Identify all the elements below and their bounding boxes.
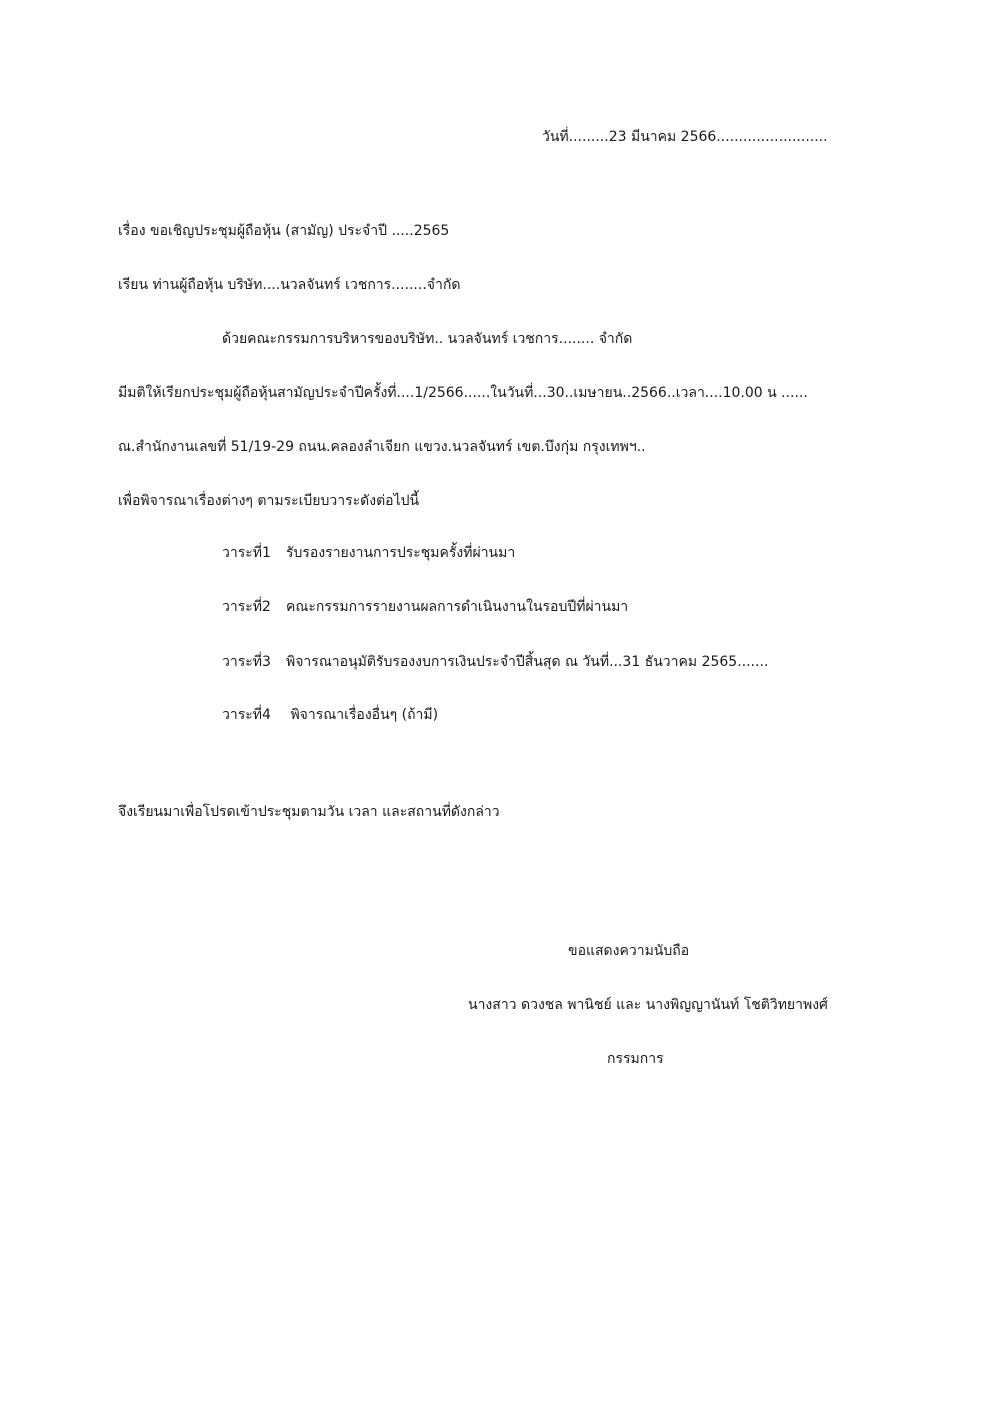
agenda-item: [222, 544, 515, 562]
agenda-item-text: พิจารณาอนุมัติรับรองงบการเงินประจำปีสิ้นสุด ณ วันที่...31 ธันวาคม 2565.......: [286, 654, 769, 670]
agenda-item-label: วาระที่4: [222, 707, 271, 723]
letter-addressee: เรียน ท่านผู้ถือหุ้น บริษัท....นวลจันทร์ เวชการ........จำกัด: [118, 277, 461, 293]
letter-intro: ด้วยคณะกรรมการบริหารของบริษัท.. นวลจันทร์ เวชการ........ จำกัด: [222, 331, 633, 347]
agenda-item: [222, 598, 628, 616]
agenda-item-text: พิจารณาเรื่องอื่นๆ (ถ้ามี): [286, 707, 439, 723]
agenda-item-text: รับรองรายงานการประชุมครั้งที่ผ่านมา: [286, 545, 516, 561]
agenda-item: [222, 706, 438, 724]
agenda-intro: เพื่อพิจารณาเรื่องต่างๆ ตามระเบียบวาระดังต่อไปนี้: [118, 493, 420, 509]
agenda-item-label: วาระที่1: [222, 545, 271, 561]
agenda-item: [222, 653, 768, 671]
agenda-item-label: วาระที่3: [222, 654, 271, 670]
letter-regards: ขอแสดงความนับถือ: [568, 943, 690, 959]
letter-date: วันที่.........23 มีนาคม 2566.........................: [542, 129, 828, 145]
agenda-item-label: วาระที่2: [222, 599, 271, 615]
letter-subject: เรื่อง ขอเชิญประชุมผู้ถือหุ้น (สามัญ) ประจำปี .....2565: [118, 223, 450, 239]
meeting-resolution: มีมติให้เรียกประชุมผู้ถือหุ้นสามัญประจำปีครั้งที่....1/2566......ในวันที่...30..เมษายน..2566..เวลา....10.00 น ......: [118, 385, 808, 401]
agenda-item-text: คณะกรรมการรายงานผลการดำเนินงานในรอบปีที่ผ่านมา: [286, 599, 629, 615]
letter-closing: จึงเรียนมาเพื่อโปรดเข้าประชุมตามวัน เวลา และสถานที่ดังกล่าว: [118, 804, 500, 820]
meeting-venue: ณ.สำนักงานเลขที่ 51/19-29 ถนน.คลองลำเจียก แขวง.นวลจันทร์ เขต.บึงกุ่ม กรุงเทพฯ..: [118, 439, 646, 455]
signatory-position: กรรมการ: [607, 1051, 664, 1067]
letter-signatories: นางสาว ดวงชล พานิชย์ และ นางพิญญานันท์ โชติวิทยาพงศ์: [468, 997, 828, 1013]
